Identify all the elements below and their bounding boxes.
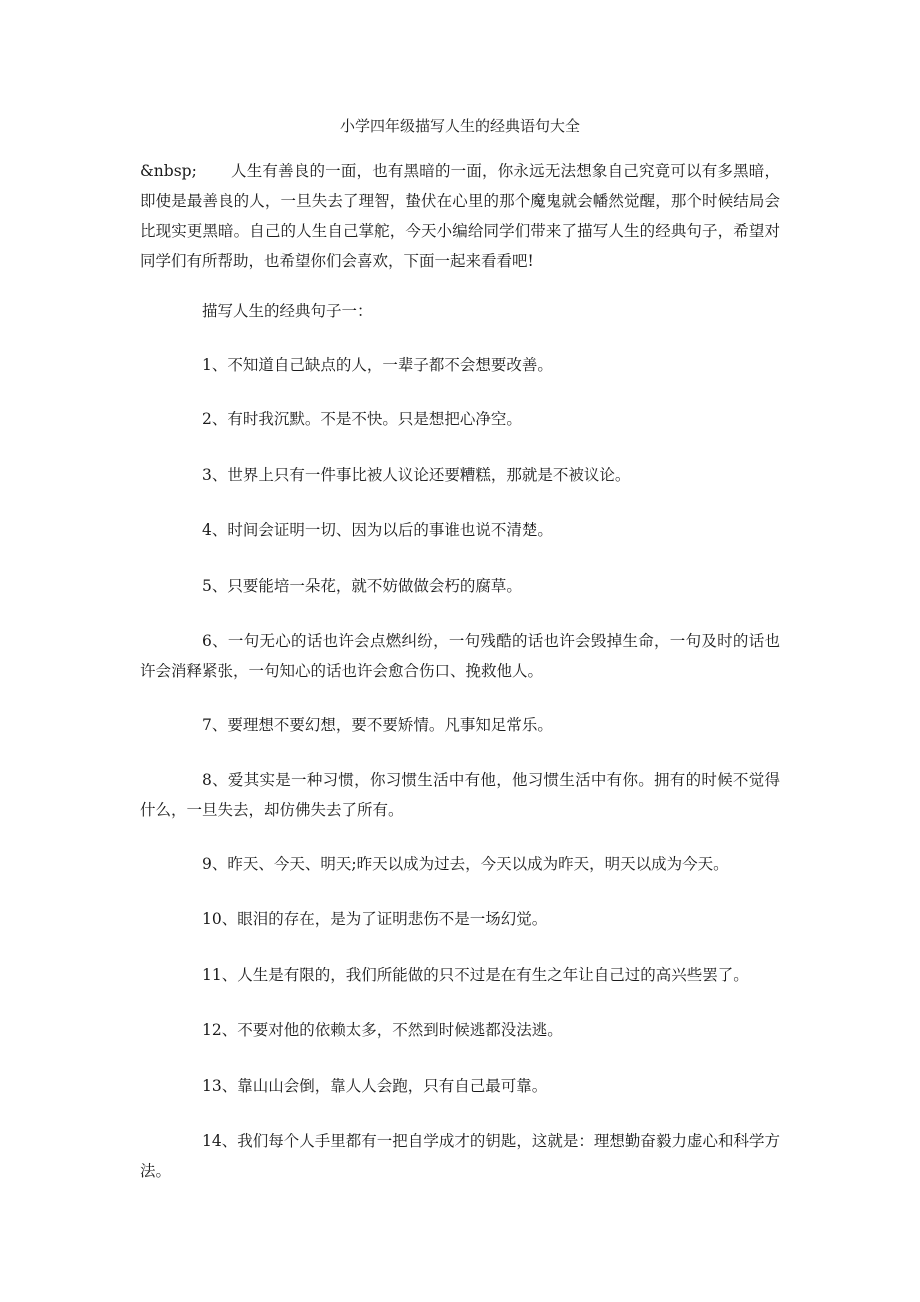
list-item: 6、一句无心的话也许会点燃纠纷，一句残酷的话也许会毁掉生命，一句及时的话也许会消释紧张，一句知心的话也许会愈合伤口、挽救他人。 <box>140 632 780 680</box>
list-item: 13、靠山山会倒，靠人人会跑，只有自己最可靠。 <box>202 1077 548 1095</box>
list-item: 10、眼泪的存在，是为了证明悲伤不是一场幻觉。 <box>202 910 548 928</box>
list-item: 7、要理想不要幻想，要不要矫情。凡事知足常乐。 <box>202 716 553 734</box>
list-item: 3、世界上只有一件事比被人议论还要糟糕，那就是不被议论。 <box>202 466 631 484</box>
intro-prefix: &nbsp; <box>140 162 197 180</box>
list-item: 2、有时我沉默。不是不快。只是想把心净空。 <box>202 410 522 428</box>
intro-paragraph <box>140 156 780 276</box>
list-item: 11、人生是有限的，我们所能做的只不过是在有生之年让自己过的高兴些罢了。 <box>202 966 749 984</box>
list-item: 4、时间会证明一切、因为以后的事谁也说不清楚。 <box>202 521 553 539</box>
list-item: 8、爱其实是一种习惯，你习惯生活中有他，他习惯生活中有你。拥有的时候不觉得什么，一旦失去，却仿佛失去了所有。 <box>140 771 780 819</box>
intro-text: 人生有善良的一面，也有黑暗的一面，你永远无法想象自己究竟可以有多黑暗，即使是最善良的人，一旦失去了理智，蛰伏在心里的那个魔鬼就会幡然觉醒，那个时候结局会比现实更黑暗。自己的人生自己掌舵，今天小编给同学们带来了描写人生的经典句子，希望对同学们有所帮助，也希望你们会喜欢，下面一起来看看吧! <box>140 162 780 270</box>
list-item: 9、昨天、今天、明天;昨天以成为过去，今天以成为昨天，明天以成为今天。 <box>202 855 729 873</box>
document-title: 小学四年级描写人生的经典语句大全 <box>339 117 580 135</box>
list-item: 5、只要能培一朵花，就不妨做做会朽的腐草。 <box>202 577 522 595</box>
section-heading: 描写人生的经典句子一： <box>202 302 373 320</box>
list-item: 1、不知道自己缺点的人，一辈子都不会想要改善。 <box>202 356 553 374</box>
list-item: 12、不要对他的依赖太多，不然到时候逃都没法逃。 <box>202 1021 563 1039</box>
list-item: 14、我们每个人手里都有一把自学成才的钥匙，这就是：理想勤奋毅力虚心和科学方法。 <box>140 1132 780 1180</box>
